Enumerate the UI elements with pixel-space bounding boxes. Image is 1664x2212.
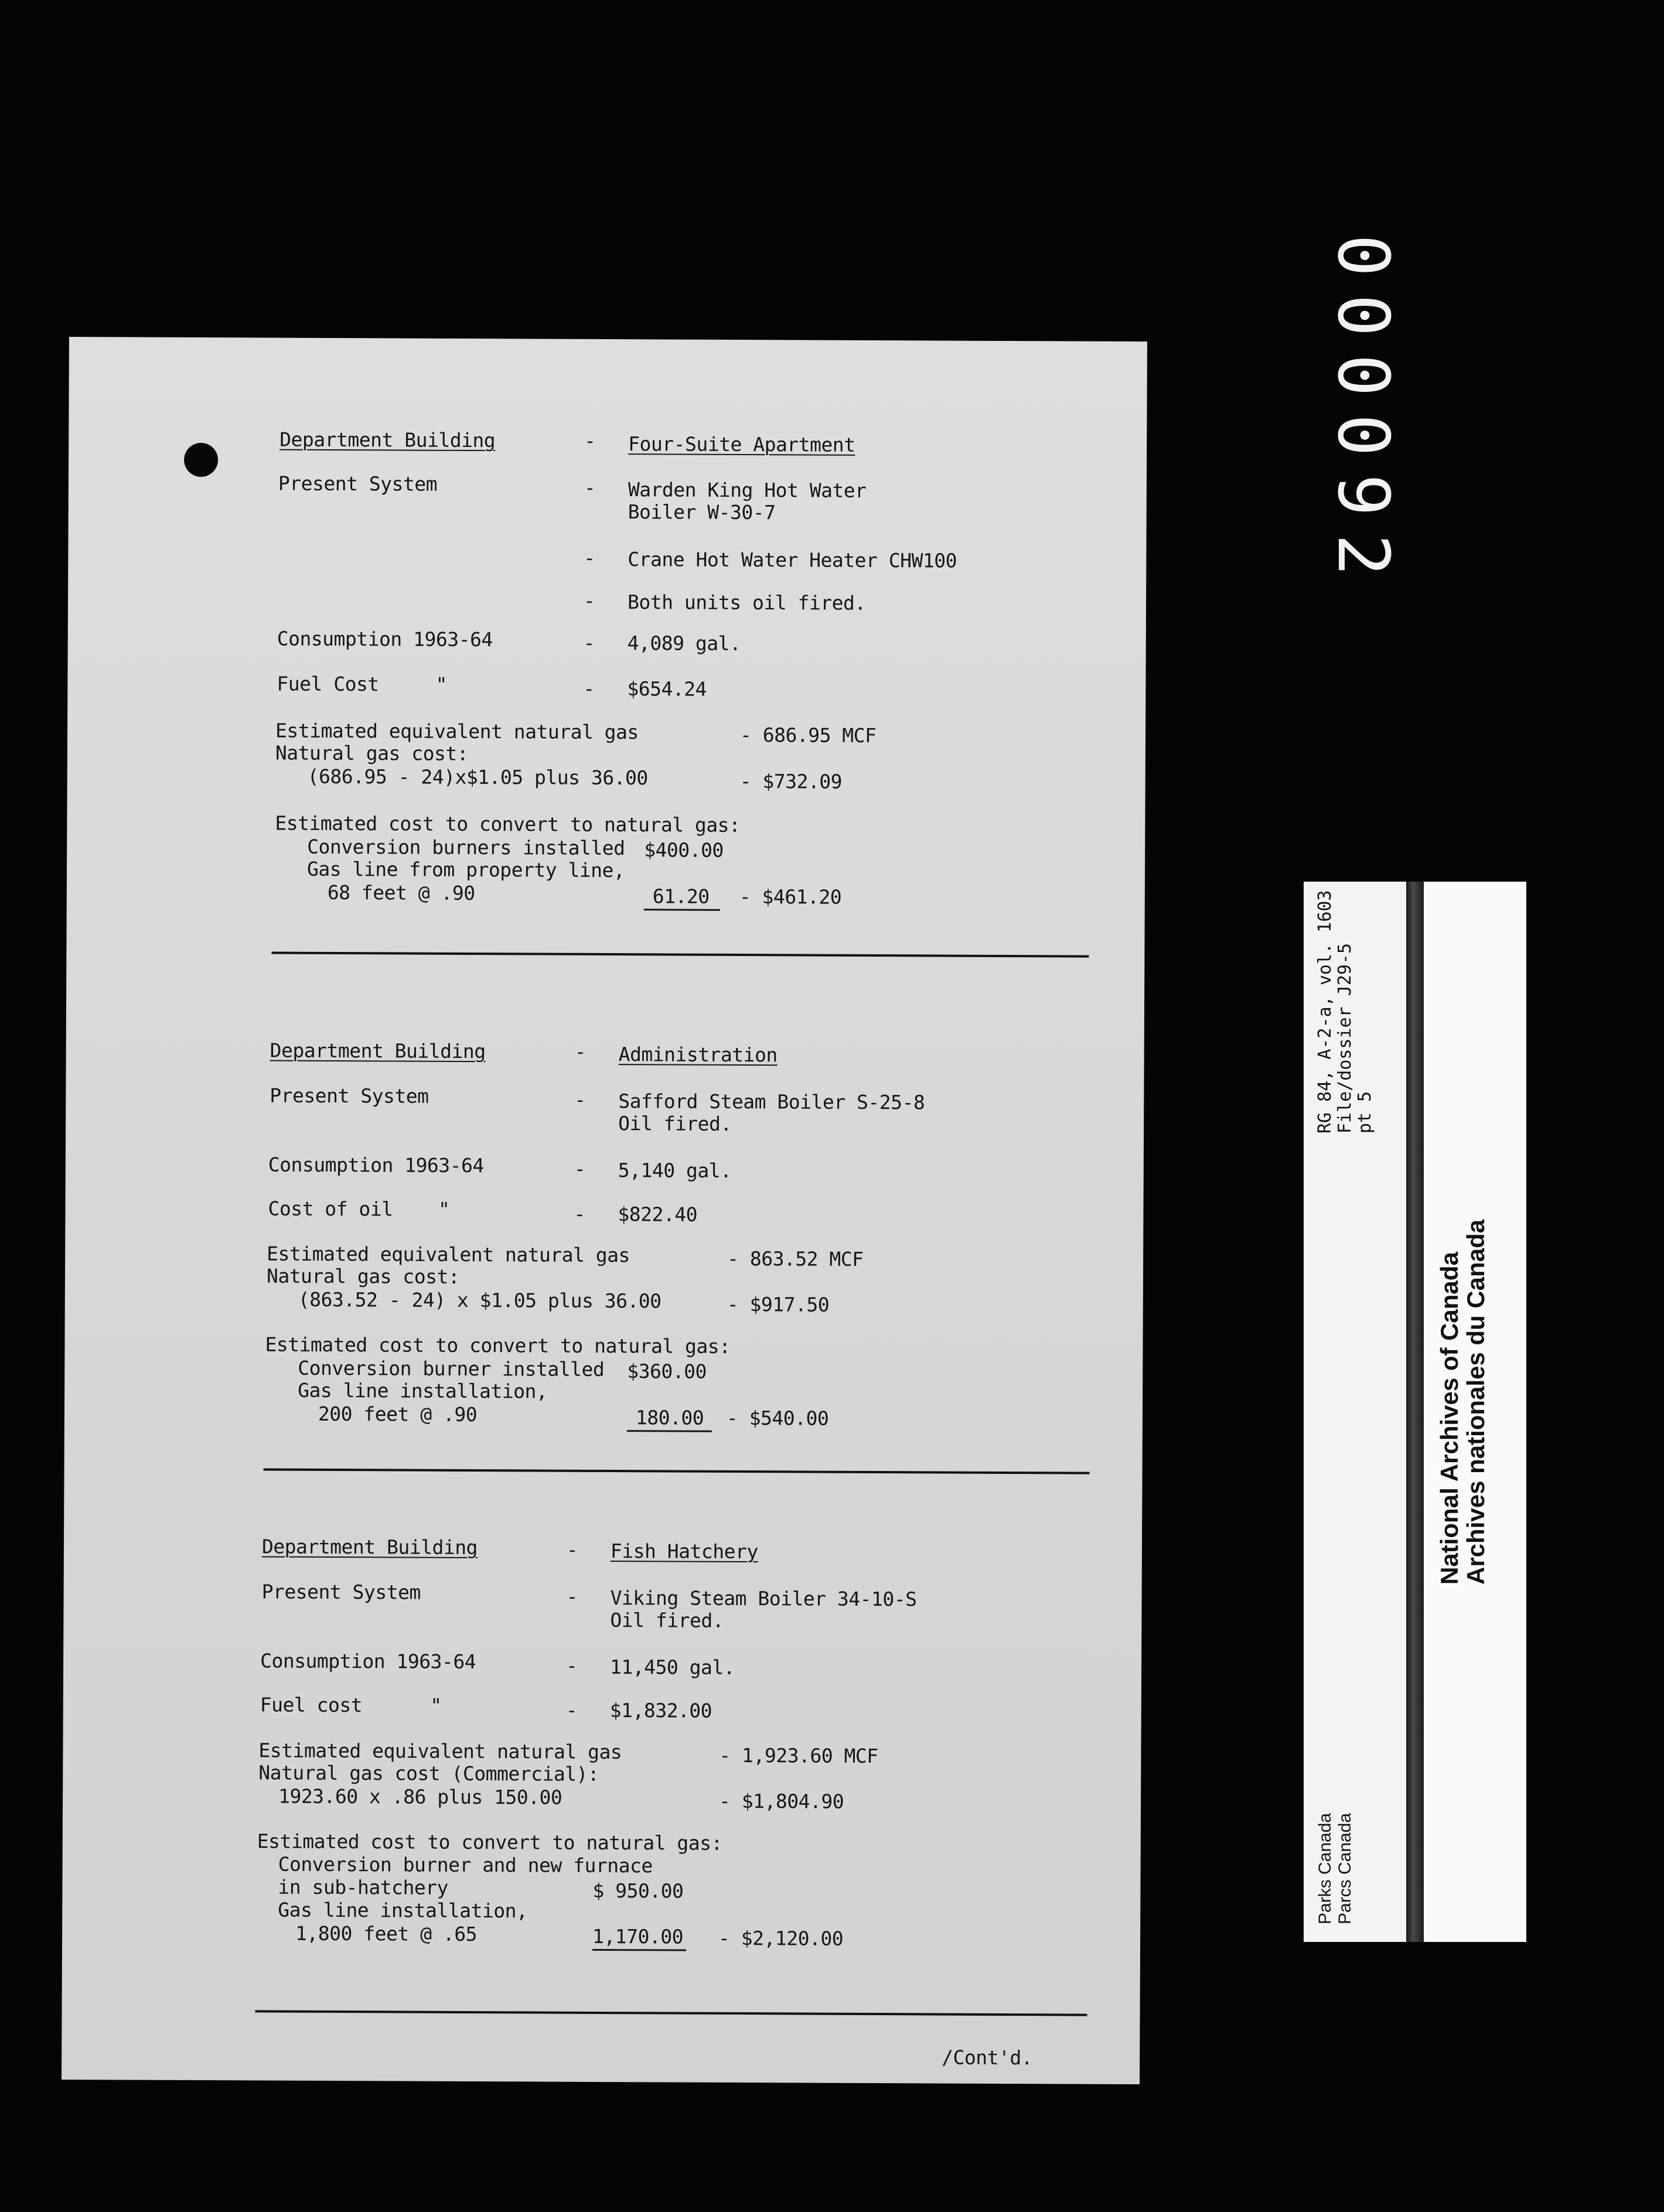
s1-equiv-value: - 686.95 MCF bbox=[739, 723, 877, 747]
s2-system-line-2: Oil fired. bbox=[618, 1112, 732, 1135]
s1-convert-amount-1: $400.00 bbox=[644, 838, 724, 862]
section-divider-3 bbox=[255, 2010, 1087, 2016]
s1-gas-cost-value: - $732.09 bbox=[739, 770, 843, 793]
label-divider bbox=[1406, 882, 1424, 1942]
s3-system-line-1: Viking Steam Boiler 34-10-S bbox=[610, 1586, 917, 1611]
s2-consumption-label: Consumption 1963-64 bbox=[268, 1153, 484, 1177]
s3-gas-cost-formula: 1923.60 x .86 plus 150.00 bbox=[278, 1784, 562, 1809]
s1-cost-value: $654.24 bbox=[627, 677, 707, 701]
s1-system-line-1: Warden King Hot Water bbox=[628, 478, 867, 502]
s2-cost-label: Cost of oil " bbox=[268, 1197, 450, 1221]
s1-convert-line-1: Conversion burners installed bbox=[307, 835, 625, 860]
s3-equiv-label: Estimated equivalent natural gas bbox=[258, 1739, 622, 1764]
s2-convert-total: - $540.00 bbox=[726, 1406, 829, 1430]
s3-heading-label: Department Building bbox=[261, 1535, 478, 1559]
s2-subtotal-underline bbox=[627, 1430, 712, 1432]
s2-dash: - bbox=[574, 1202, 585, 1226]
s1-dash: - bbox=[584, 546, 595, 569]
s2-convert-amount-1: $360.00 bbox=[627, 1360, 707, 1383]
org-line-2: Parcs Canada bbox=[1335, 1812, 1355, 1924]
s1-extra-item-1: Crane Hot Water Heater CHW100 bbox=[628, 548, 957, 572]
s2-equiv-value: - 863.52 MCF bbox=[727, 1247, 864, 1271]
s3-present-system-label: Present System bbox=[261, 1580, 421, 1604]
s3-convert-line-1: Conversion burner and new furnace bbox=[278, 1852, 653, 1878]
s3-convert-total: - $2,120.00 bbox=[718, 1926, 844, 1950]
s2-cost-value: $822.40 bbox=[618, 1203, 698, 1226]
s1-convert-amount-2: 61.20 bbox=[652, 885, 710, 908]
org-line-1: Parks Canada bbox=[1315, 1812, 1335, 1924]
s1-subtotal-underline bbox=[644, 909, 720, 911]
s2-dash: - bbox=[574, 1157, 586, 1180]
s3-cost-label: Fuel cost " bbox=[260, 1693, 442, 1717]
s1-gas-cost-formula: (686.95 - 24)x$1.05 plus 36.00 bbox=[307, 764, 648, 790]
s2-heading-dash: - bbox=[574, 1040, 587, 1063]
s2-heading-label: Department Building bbox=[270, 1039, 486, 1063]
s3-gas-cost-value: - $1,804.90 bbox=[719, 1789, 844, 1813]
s2-gas-cost-value: - $917.50 bbox=[727, 1292, 830, 1316]
s1-convert-line-2: Gas line from property line, bbox=[306, 857, 625, 882]
s3-dash: - bbox=[566, 1654, 578, 1677]
s2-heading-value: Administration bbox=[618, 1043, 778, 1067]
punch-hole bbox=[184, 443, 218, 477]
s3-dash: - bbox=[565, 1698, 578, 1722]
s3-subtotal-underline bbox=[592, 1949, 686, 1951]
frame-number: 000092 bbox=[1322, 234, 1403, 594]
s1-dash: - bbox=[583, 677, 595, 700]
archive-name-fr: Archives nationales du Canada bbox=[1462, 1219, 1489, 1585]
s3-convert-label: Estimated cost to convert to natural gas: bbox=[257, 1829, 722, 1855]
s2-convert-line-3: 200 feet @ .90 bbox=[318, 1402, 478, 1426]
archive-label bbox=[1304, 882, 1526, 1942]
s3-system-line-2: Oil fired. bbox=[610, 1609, 724, 1632]
s1-present-system-label: Present System bbox=[278, 472, 438, 496]
s1-dash: - bbox=[583, 631, 595, 654]
section-divider-1 bbox=[271, 952, 1089, 958]
s3-heading-dash: - bbox=[566, 1538, 578, 1561]
s1-extra-item-2: Both units oil fired. bbox=[627, 590, 866, 615]
s1-gas-cost-label: Natural gas cost: bbox=[275, 741, 469, 765]
s1-heading-value: Four-Suite Apartment bbox=[628, 432, 855, 456]
s1-convert-label: Estimated cost to convert to natural gas: bbox=[275, 811, 741, 837]
s2-convert-line-2: Gas line installation, bbox=[298, 1378, 548, 1403]
s3-convert-line-3: Gas line installation, bbox=[278, 1898, 528, 1923]
s2-convert-line-1: Conversion burner installed bbox=[298, 1356, 605, 1381]
s2-equiv-label: Estimated equivalent natural gas bbox=[267, 1242, 630, 1267]
document-page bbox=[62, 337, 1147, 2084]
reference-line-1: RG 84, A-2-a, vol. 1603 bbox=[1315, 890, 1335, 1134]
s1-equiv-label: Estimated equivalent natural gas bbox=[275, 719, 639, 744]
reference-line-3: pt 5 bbox=[1355, 1091, 1375, 1134]
s3-consumption-value: 11,450 gal. bbox=[610, 1655, 735, 1679]
section-divider-2 bbox=[264, 1468, 1090, 1474]
s3-convert-line-4: 1,800 feet @ .65 bbox=[295, 1921, 478, 1946]
s1-heading-label: Department Building bbox=[279, 428, 496, 452]
s2-convert-label: Estimated cost to convert to natural gas: bbox=[265, 1333, 731, 1358]
archive-name-en: National Archives of Canada bbox=[1435, 1252, 1463, 1585]
s2-gas-cost-label: Natural gas cost: bbox=[266, 1264, 460, 1288]
s1-dash: - bbox=[584, 476, 596, 499]
s2-present-system-label: Present System bbox=[270, 1084, 429, 1108]
s1-cost-label: Fuel Cost " bbox=[277, 672, 448, 696]
s2-dash: - bbox=[574, 1088, 586, 1111]
s3-cost-value: $1,832.00 bbox=[609, 1699, 712, 1722]
s3-gas-cost-label: Natural gas cost (Commercial): bbox=[258, 1761, 599, 1786]
s3-heading-value: Fish Hatchery bbox=[610, 1539, 758, 1564]
s2-system-line-1: Safford Steam Boiler S-25-8 bbox=[618, 1090, 925, 1114]
s3-dash: - bbox=[566, 1585, 578, 1608]
s1-convert-total: - $461.20 bbox=[739, 885, 842, 909]
s3-consumption-label: Consumption 1963-64 bbox=[260, 1649, 476, 1674]
s3-equiv-value: - 1,923.60 MCF bbox=[719, 1743, 878, 1768]
s1-heading-dash: - bbox=[584, 429, 596, 452]
s1-system-line-2: Boiler W-30-7 bbox=[628, 500, 776, 524]
s3-convert-amount-1: $ 950.00 bbox=[592, 1879, 684, 1903]
s1-convert-line-3: 68 feet @ .90 bbox=[327, 880, 475, 905]
s1-consumption-value: 4,089 gal. bbox=[627, 631, 741, 656]
s2-convert-amount-2: 180.00 bbox=[635, 1406, 704, 1429]
s3-convert-line-2: in sub-hatchery bbox=[278, 1875, 449, 1899]
s2-consumption-value: 5,140 gal. bbox=[618, 1159, 732, 1182]
s1-consumption-label: Consumption 1963-64 bbox=[277, 627, 493, 651]
s2-gas-cost-formula: (863.52 - 24) x $1.05 plus 36.00 bbox=[298, 1288, 661, 1313]
continued-note: /Cont'd. bbox=[942, 2046, 1033, 2070]
s3-convert-amount-2: 1,170.00 bbox=[592, 1924, 684, 1948]
s1-dash: - bbox=[583, 589, 595, 612]
reference-line-2: File/dossier J29-5 bbox=[1335, 943, 1355, 1134]
